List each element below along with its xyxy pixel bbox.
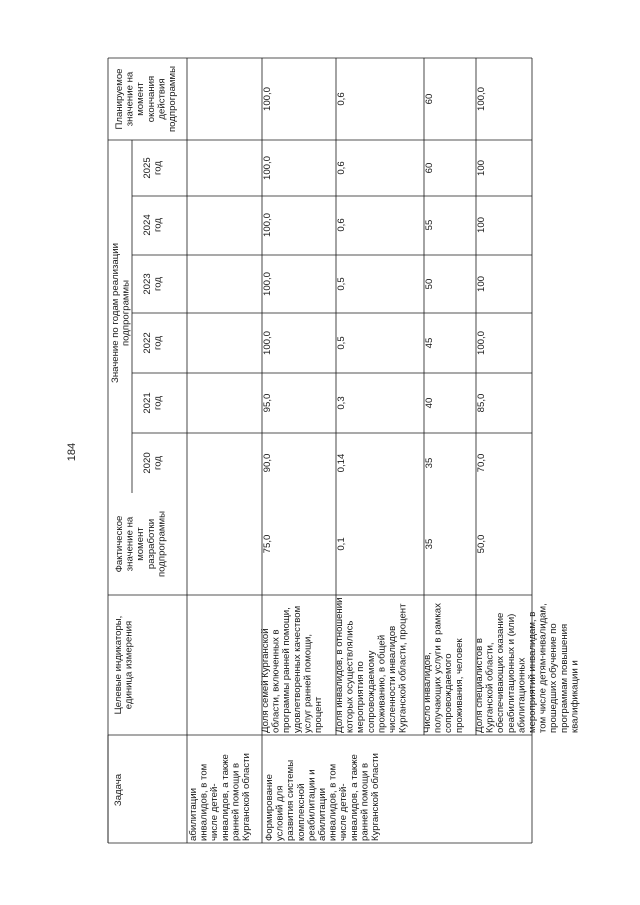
task-cell-1: числе детей-	[209, 783, 221, 841]
indicator-4: мероприятий инвалидам, в	[527, 611, 538, 733]
year-value-3-2022: 45	[424, 337, 435, 349]
header-actual: Фактическое	[114, 515, 125, 573]
planned-value-1: 100,0	[262, 86, 273, 112]
year-value-4-2025: 100	[476, 159, 487, 177]
indicator-3: сопровождаемого	[443, 653, 455, 733]
year-value-4-2022: 100,0	[476, 330, 487, 356]
year-value-3-2023: 50	[424, 278, 435, 290]
indicator-1: области, включенных в	[270, 629, 282, 733]
indicator-1: удовлетворенных качеством	[291, 605, 303, 733]
header-year-2023: год	[152, 276, 164, 292]
year-value-1-2020: 90,0	[262, 453, 273, 473]
header-year-2025: 2025	[142, 157, 153, 179]
header-planned: окончания	[145, 75, 157, 123]
task-cell-2: условий для	[274, 785, 286, 841]
header-actual: подпрограммы	[156, 510, 168, 578]
year-value-3-2024: 55	[424, 219, 435, 231]
indicator-4: программам повышения	[558, 623, 570, 733]
year-value-4-2020: 70,0	[476, 453, 487, 473]
actual-value-1: 75,0	[262, 534, 273, 554]
header-year-2020: 2020	[142, 452, 153, 474]
actual-value-3: 35	[424, 538, 435, 550]
header-year-2024: год	[152, 217, 164, 233]
header-year-2023: 2023	[142, 273, 153, 295]
header-year-2021: 2021	[142, 392, 153, 414]
header-year-2025: год	[152, 160, 164, 176]
header-year-2021: год	[152, 395, 164, 411]
indicator-2: Доля инвалидов, в отношении	[334, 597, 345, 733]
header-task: Задача	[113, 773, 124, 807]
year-value-2-2022: 0,5	[336, 336, 347, 350]
indicator-3: Число инвалидов,	[422, 652, 433, 733]
year-value-1-2021: 95,0	[262, 393, 273, 413]
planned-value-3: 60	[424, 93, 435, 105]
indicator-3: получающих услуги в рамках	[432, 603, 444, 733]
indicator-4: обеспечивающих оказание	[495, 612, 507, 733]
task-cell-2: развития системы	[285, 759, 297, 841]
task-cell-1: абилитации	[188, 788, 199, 841]
task-cell-2: Курганской области	[370, 753, 381, 841]
header-indicators: Целевые индикаторы,	[113, 615, 124, 715]
year-value-4-2021: 85,0	[476, 393, 487, 413]
header-planned: значение на	[124, 71, 136, 127]
indicator-1: услуг ранней помощи,	[302, 633, 314, 733]
indicator-2: мероприятия по	[355, 661, 367, 733]
actual-value-4: 50,0	[476, 534, 487, 554]
header-actual: разработки	[145, 518, 157, 570]
indicator-3: проживания, человек	[453, 638, 465, 733]
indicator-2: сопровождаемому	[365, 650, 377, 733]
header-actual: момент	[135, 527, 147, 561]
year-value-1-2024: 100,0	[262, 212, 273, 238]
task-cell-2: реабилитации и	[306, 769, 318, 841]
year-value-4-2023: 100	[476, 275, 487, 293]
task-cell-2: ранней помощи в	[359, 762, 371, 841]
planned-value-2: 0,6	[336, 92, 347, 106]
year-value-2-2020: 0,14	[336, 453, 347, 473]
indicator-2: проживанию, в общей	[376, 634, 388, 733]
year-value-3-2025: 60	[424, 162, 435, 174]
task-cell-2: абилитации	[317, 788, 328, 841]
header-planned: подпрограммы	[167, 65, 178, 133]
task-cell-2: числе детей-	[338, 783, 350, 841]
header-year-2022: год	[152, 335, 164, 351]
task-cell-1: Курганской области	[241, 753, 252, 841]
indicator-1: процент	[313, 696, 324, 733]
header-planned: действия	[156, 78, 168, 120]
header-year-2020: год	[152, 455, 164, 471]
year-value-3-2021: 40	[424, 397, 435, 409]
indicator-2: Курганской области, процент	[397, 603, 409, 733]
year-value-3-2020: 35	[424, 457, 435, 469]
header-indicators: единица измерения	[123, 620, 135, 710]
task-cell-1: ранней помощи в	[230, 762, 242, 841]
indicator-1: Доля семей Курганской	[260, 628, 271, 733]
task-cell-2: комплексной	[295, 783, 307, 841]
task-cell-2: инвалидов, в том	[327, 763, 339, 841]
header-years-group: Значение по годам реализации	[110, 243, 121, 383]
indicator-4: том числе детям-инвалидам,	[537, 603, 549, 733]
year-value-2-2024: 0,6	[336, 218, 347, 232]
task-cell-2: инвалидов, а также	[348, 754, 360, 841]
header-planned: Планируемое	[114, 68, 125, 130]
indicator-4: Доля специалистов в	[474, 638, 485, 733]
task-cell-1: инвалидов, в том	[198, 763, 210, 841]
header-planned: момент	[135, 82, 147, 116]
header-year-2022: 2022	[142, 332, 153, 354]
header-years-group: подпрограммы	[120, 279, 132, 347]
year-value-1-2023: 100,0	[262, 271, 273, 297]
year-value-1-2025: 100,0	[262, 155, 273, 181]
actual-value-2: 0,1	[336, 537, 347, 551]
table-text	[110, 66, 580, 841]
header-year-2024: 2024	[142, 214, 153, 236]
indicator-2: численности инвалидов	[387, 625, 398, 733]
year-value-2-2021: 0,3	[336, 396, 347, 410]
indicator-4: абилитационных	[516, 657, 528, 733]
header-actual: значение на	[124, 516, 136, 572]
indicator-4: Курганской области,	[484, 642, 496, 733]
indicator-1: программы ранней помощи,	[281, 607, 293, 733]
year-value-1-2022: 100,0	[262, 330, 273, 356]
indicator-4: прошедших обучение по	[548, 623, 560, 733]
indicator-4: реабилитационных и (или)	[505, 613, 517, 733]
year-value-4-2024: 100	[476, 216, 487, 234]
indicator-4: квалификации и	[569, 660, 581, 733]
task-cell-2: Формирование	[264, 774, 275, 841]
task-cell-1: инвалидов, а также	[219, 754, 231, 841]
indicator-2: которых осуществлялись	[344, 620, 356, 733]
planned-value-4: 100,0	[476, 86, 487, 112]
year-value-2-2023: 0,5	[336, 277, 347, 291]
page-number: 184	[66, 442, 78, 462]
year-value-2-2025: 0,6	[336, 161, 347, 175]
